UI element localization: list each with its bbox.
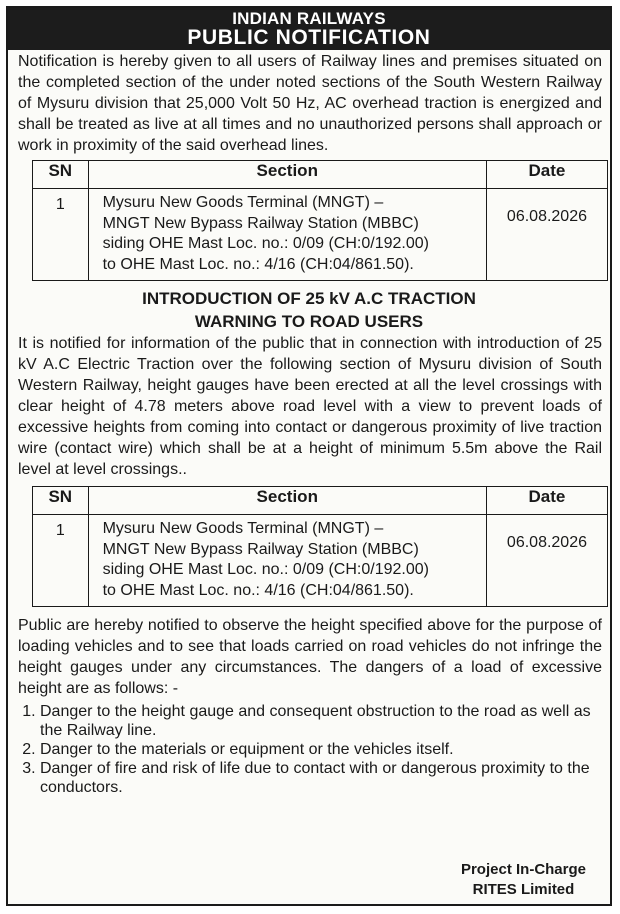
dangers-list <box>8 702 610 797</box>
col-header-section: Section <box>88 161 486 189</box>
signatory-title: Project In-Charge <box>460 861 586 878</box>
col-header-section: Section <box>88 487 486 515</box>
public-notification <box>6 6 612 906</box>
col-header-sn: SN <box>33 161 89 189</box>
signatory-organization: RITES Limited <box>472 881 575 898</box>
row-date: 06.08.2026 <box>486 515 607 607</box>
header-title: PUBLIC NOTIFICATION <box>187 26 431 49</box>
notification-paragraph: Notification is hereby given to all users of Railway lines and premises situated on the completed section of the under noted sections of the South Western Railway of Mysuru division that 25,000 Volt 50 Hz, AC overhead traction is energized and shall be treated as live at all times and no unauthorized persons shall approach or work in proximity of the said overhead lines. <box>18 53 602 154</box>
section-line: siding OHE Mast Loc. no.: 0/09 (CH:0/192.00) <box>102 235 429 252</box>
col-header-sn: SN <box>33 487 89 515</box>
section-line: MNGT New Bypass Railway Station (MBBC) <box>102 214 419 232</box>
notice-header <box>8 8 610 50</box>
section-table-1 <box>32 160 608 281</box>
list-item: 3. Danger of fire and risk of life due to contact with or dangerous proximity to the conductors. <box>40 759 610 797</box>
col-header-date: Date <box>486 487 607 515</box>
section-line: to OHE Mast Loc. no.: 4/16 (CH:04/861.50). <box>102 581 414 599</box>
introduction-heading: INTRODUCTION OF 25 kV A.C TRACTION <box>142 289 476 308</box>
public-notice-paragraph: Public are hereby notified to observe the height specified above for the purpose of loading vehicles and to see that loads carried on road vehicles do not infringe the height gauges under any circumstances. The dangers of a load of excessive height are as follows: - <box>18 617 602 697</box>
section-line: Mysuru New Goods Terminal (MNGT) – <box>102 194 384 211</box>
header-org: INDIAN RAILWAYS <box>232 9 386 28</box>
row-sn: 1 <box>33 515 89 607</box>
row-date: 06.08.2026 <box>486 189 607 281</box>
table-header-row <box>33 487 608 515</box>
section-line: Mysuru New Goods Terminal (MNGT) – <box>102 520 384 537</box>
table-row <box>33 189 608 281</box>
row-section <box>88 189 486 281</box>
section-table-2 <box>32 486 608 607</box>
table-header-row <box>33 161 608 189</box>
section-line: MNGT New Bypass Railway Station (MBBC) <box>102 540 419 558</box>
section-line: siding OHE Mast Loc. no.: 0/09 (CH:0/192.00) <box>102 561 429 578</box>
list-item: 2. Danger to the materials or equipment or the vehicles itself. <box>40 740 610 759</box>
row-sn: 1 <box>33 189 89 281</box>
table-row <box>33 515 608 607</box>
row-section <box>88 515 486 607</box>
warning-heading: WARNING TO ROAD USERS <box>194 312 424 331</box>
list-item: 1. Danger to the height gauge and consequent obstruction to the road as well as the Railway line. <box>40 702 610 740</box>
section-line: to OHE Mast Loc. no.: 4/16 (CH:04/861.50). <box>102 255 414 273</box>
introduction-paragraph: It is notified for information of the public that in connection with introduction of 25 kV A.C Electric Traction over the following section of Mysuru division of South Western Railway, height gauges have been erected at all the level crossings with clear height of 4.78 meters above road level with a view to prevent loads of excessive heights from coming into contact or dangerous proximity of live traction wire (contact wire) which shall be at a height of minimum 5.5m above the Rail level at level crossings.. <box>18 335 602 478</box>
col-header-date: Date <box>486 161 607 189</box>
signature-block <box>461 860 586 900</box>
